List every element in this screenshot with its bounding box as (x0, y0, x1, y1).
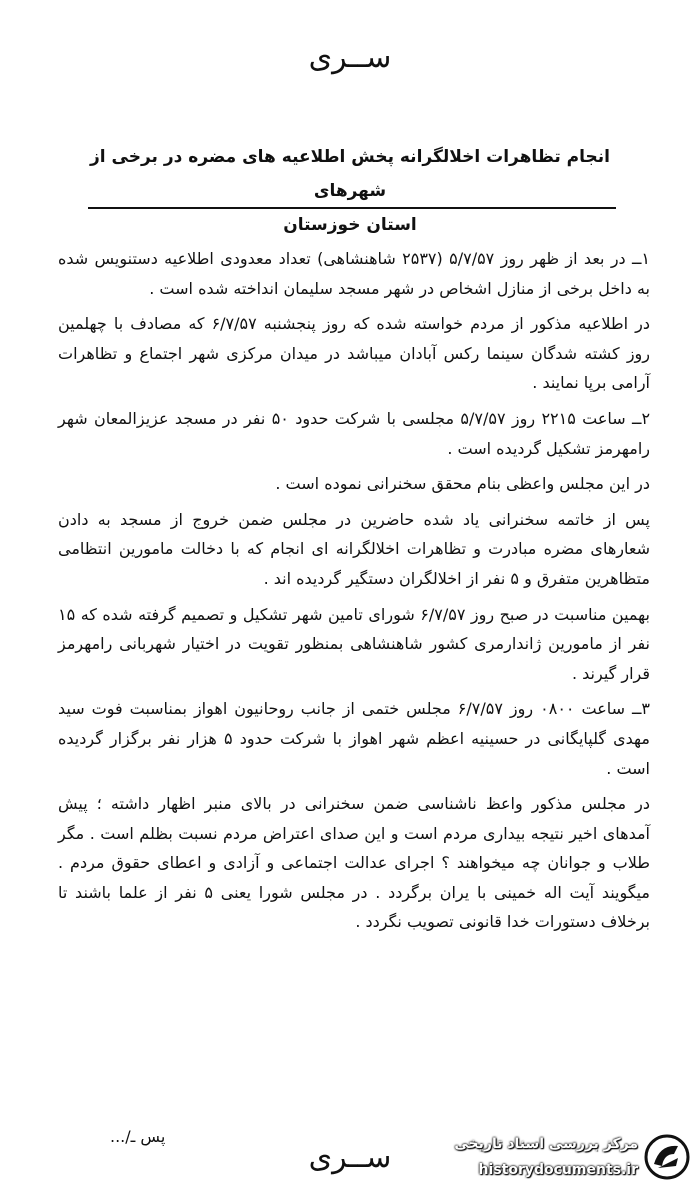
paragraph-5: پس از خاتمه سخنرانی یاد شده حاضرین در مجلس ضمن خروج از مسجد به دادن شعارهای مضره مبادرت و تظاهرات اخلالگرانه ای انجام که با دخالت مامورین انتظامی متظاهرین متفرق و ۵ نفر از اخلالگران دستگیر گردیده اند . (58, 509, 650, 588)
title-underline (88, 207, 616, 209)
document-body (58, 244, 650, 937)
paragraph-8: در مجلس مذکور واعظ ناشناسی ضمن سخنرانی در بالای منبر اظهار داشته ؛ پیش آمدهای اخیر نتیجه بیداری مردم است و این صدای اعتراض مردم نسبت بظلم است . مگر طلاب و جوانان چه میخواهند ؟ اجرای عدالت اجتماعی و آزادی و اعطای حقوق مردم . میگویند آیت اله خمینی با یران برگردد . در مجلس شورا یعنی ۵ نفر از علما باشند تا برخلاف دستورات خدا قانونی تصویب نگردد . (58, 794, 651, 932)
continued-marker: پس ـ/... (110, 1127, 166, 1146)
watermark-name: مرکز بررسی اسناد تاریخی (454, 1136, 638, 1152)
paragraph-2: در اطلاعیه مذکور از مردم خواسته شده که روز پنجشنبه ۶/۷/۵۷ که مصادف با چهلمین روز کشته شدگان سینما رکس آبادان میباشد در میدان مرکزی شهر اجتماع و تظاهرات آرامی برپا نمایند . (58, 314, 650, 393)
paragraph-3: ۲ــ ساعت ۲۲۱۵ روز ۵/۷/۵۷ مجلسی با شرکت حدود ۵۰ نفر در مسجد عزیزالمعان شهر رامهرمز تشکیل گردیده است . (58, 408, 651, 458)
paragraph-6: بهمین مناسبت در صبح روز ۶/۷/۵۷ شورای تامین شهر تشکیل و تصمیم گرفته شده که ۱۵ نفر از مامورین ژاندارمری کشور شاهنشاهی بمنظور تقویت در اختیار شهربانی رامهرمز قرار گیرند . (58, 604, 650, 683)
paragraph-1: ۱ــ در بعد از ظهر روز ۵/۷/۵۷ (۲۵۳۷ شاهنشاهی) تعداد معدودی اطلاعیه دستنویس شده به داخل برخی از منازل اشخاص در شهر مسجد سلیمان انداخته شده است . (58, 249, 650, 298)
paragraph-7: ۳ــ ساعت ۰۸۰۰ روز ۶/۷/۵۷ مجلس ختمی از جانب روحانیون اهواز بمناسبت فوت سید مهدی گلپایگانی در حسینیه اعظم شهر اهواز با شرکت حدود ۵ هزار نفر برگزار گردیده است . (58, 699, 651, 778)
title-line-2: استان خوزستان (283, 215, 417, 235)
classification-header: ســری (308, 40, 392, 75)
archive-logo-icon (644, 1134, 690, 1180)
watermark-url[interactable]: historydocuments.ir (478, 1162, 638, 1178)
classification-footer: ســری (308, 1140, 392, 1175)
paragraph-4: در این مجلس واعظی بنام محقق سخنرانی نموده است . (275, 474, 650, 494)
document-title (80, 140, 620, 242)
title-line-1: انجام تظاهرات اخلالگرانه پخش اطلاعیه های مضره در برخی از شهرهای (90, 147, 610, 201)
archive-watermark (416, 1130, 696, 1192)
